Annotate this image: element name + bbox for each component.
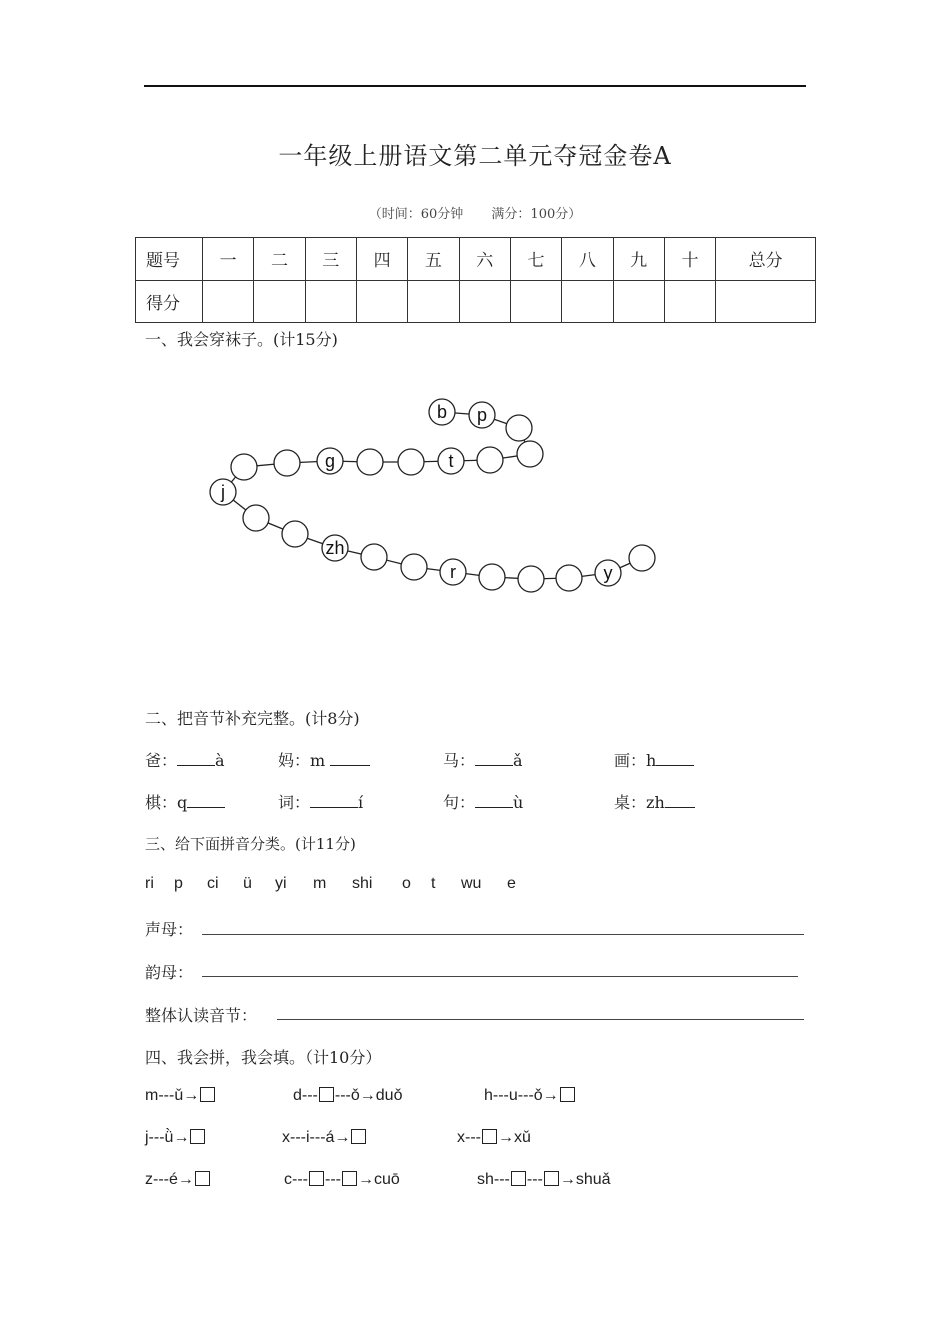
- score-cell[interactable]: [459, 280, 510, 323]
- spell-item: m---ǔ→: [145, 1087, 216, 1105]
- consonant-label: 声母：: [145, 920, 194, 939]
- bead[interactable]: [231, 454, 257, 480]
- score-cell[interactable]: [408, 280, 459, 323]
- pinyin: wu: [461, 875, 482, 892]
- col-8: 八: [562, 238, 613, 281]
- col-7: 七: [510, 238, 561, 281]
- col-total: 总分: [716, 238, 816, 281]
- col-4: 四: [356, 238, 407, 281]
- pinyin: shi: [352, 875, 373, 892]
- consonant-answer-line[interactable]: [202, 934, 804, 935]
- section2-heading: 二、把音节补充完整。(计8分): [145, 709, 360, 728]
- col-9: 九: [613, 238, 664, 281]
- bead-label: r: [450, 562, 456, 582]
- bead[interactable]: [479, 564, 505, 590]
- blank[interactable]: [665, 793, 695, 808]
- bead-label: b: [436, 402, 448, 422]
- exam-info: [0, 203, 950, 222]
- answer-box[interactable]: [319, 1087, 334, 1102]
- bead[interactable]: [517, 441, 543, 467]
- score-row: [136, 280, 816, 323]
- section4-heading: 四、我会拼，我会填。（计10分）: [145, 1048, 382, 1067]
- bead-label: y: [603, 563, 613, 583]
- question-number-row: [136, 238, 816, 281]
- bead-label: g: [324, 451, 336, 471]
- bead[interactable]: [282, 521, 308, 547]
- score-cell[interactable]: [562, 280, 613, 323]
- spell-item: c--- --- →cuō: [284, 1171, 400, 1188]
- spell-item: j---ǜ→: [145, 1129, 206, 1147]
- row-head-question: 题号: [136, 238, 203, 281]
- answer-box[interactable]: [511, 1171, 526, 1186]
- blank[interactable]: [475, 751, 513, 766]
- bead[interactable]: [477, 447, 503, 473]
- answer-box[interactable]: [351, 1129, 366, 1144]
- bead[interactable]: [556, 565, 582, 591]
- spell-item: x---i---á→: [282, 1129, 367, 1147]
- fill-item: 词： í: [278, 793, 364, 812]
- fill-item: 马： ǎ: [443, 751, 523, 770]
- bead-label: t: [448, 451, 454, 471]
- answer-box[interactable]: [200, 1087, 215, 1102]
- bead[interactable]: [243, 505, 269, 531]
- score-table: [135, 237, 816, 323]
- bead[interactable]: [274, 450, 300, 476]
- blank[interactable]: [177, 751, 215, 766]
- section3-heading: 三、给下面拼音分类。(计11分): [145, 835, 356, 853]
- fill-item: 桌：zh: [614, 790, 695, 813]
- bead-string: [223, 412, 642, 579]
- score-cell[interactable]: [305, 280, 356, 323]
- bead-label: j: [221, 482, 225, 502]
- col-10: 十: [664, 238, 715, 281]
- pinyin: ci: [207, 875, 219, 892]
- pinyin: ü: [243, 875, 252, 892]
- bead[interactable]: [357, 449, 383, 475]
- score-cell[interactable]: [510, 280, 561, 323]
- pinyin: p: [174, 875, 183, 892]
- bead-label: zh: [325, 538, 345, 558]
- top-rule: [144, 85, 806, 87]
- score-cell[interactable]: [613, 280, 664, 323]
- answer-box[interactable]: [190, 1129, 205, 1144]
- col-1: 一: [203, 238, 254, 281]
- spell-item: sh--- --- →shuǎ: [477, 1171, 611, 1188]
- beads: [210, 399, 655, 592]
- bead[interactable]: [506, 415, 532, 441]
- vowel-label: 韵母：: [145, 963, 194, 982]
- blank[interactable]: [330, 751, 370, 766]
- bead[interactable]: [518, 566, 544, 592]
- score-cell[interactable]: [203, 280, 254, 323]
- answer-box[interactable]: [309, 1171, 324, 1186]
- spell-item: x--- →xǔ: [457, 1129, 531, 1146]
- pinyin: o: [402, 875, 411, 892]
- whole-syllable-label: 整体认读音节：: [145, 1006, 258, 1025]
- full-score: 满分：100分）: [491, 207, 582, 222]
- pinyin: t: [431, 875, 436, 892]
- col-3: 三: [305, 238, 356, 281]
- bead-label: p: [476, 405, 488, 425]
- row-head-score: 得分: [136, 280, 203, 323]
- answer-box[interactable]: [482, 1129, 497, 1144]
- pinyin: ri: [145, 875, 154, 892]
- col-5: 五: [408, 238, 459, 281]
- answer-box[interactable]: [560, 1087, 575, 1102]
- fill-item: 画：h: [614, 748, 694, 771]
- col-6: 六: [459, 238, 510, 281]
- section1-heading: 一、我会穿袜子。(计15分): [145, 330, 338, 349]
- answer-box[interactable]: [544, 1171, 559, 1186]
- bead-string-diagram: [0, 380, 950, 610]
- bead[interactable]: [361, 544, 387, 570]
- pinyin: m: [313, 875, 327, 892]
- score-cell[interactable]: [254, 280, 305, 323]
- spell-item: z---é→: [145, 1171, 211, 1189]
- spell-item: h---u---ǒ→: [484, 1087, 576, 1105]
- blank[interactable]: [310, 793, 358, 808]
- bead[interactable]: [629, 545, 655, 571]
- page-title: 一年级上册语文第二单元夺冠金卷A: [278, 142, 672, 170]
- bead[interactable]: [401, 554, 427, 580]
- fill-item: 妈：m: [278, 748, 370, 771]
- answer-box[interactable]: [342, 1171, 357, 1186]
- bead[interactable]: [398, 449, 424, 475]
- blank[interactable]: [656, 751, 694, 766]
- fill-item: 爸： à: [145, 751, 225, 770]
- time-limit: （时间：60分钟: [368, 207, 464, 222]
- score-cell[interactable]: [664, 280, 715, 323]
- whole-syllable-answer-line[interactable]: [277, 1019, 804, 1020]
- fill-item: 句： ù: [443, 793, 524, 812]
- pinyin: e: [507, 875, 516, 892]
- col-2: 二: [254, 238, 305, 281]
- blank[interactable]: [187, 793, 225, 808]
- fill-item: 棋：q: [145, 790, 225, 813]
- spell-item: d--- ---ǒ→duǒ: [293, 1087, 403, 1104]
- blank[interactable]: [475, 793, 513, 808]
- answer-box[interactable]: [195, 1171, 210, 1186]
- score-cell[interactable]: [716, 280, 816, 323]
- score-cell[interactable]: [356, 280, 407, 323]
- vowel-answer-line[interactable]: [202, 976, 798, 977]
- pinyin: yi: [275, 875, 287, 892]
